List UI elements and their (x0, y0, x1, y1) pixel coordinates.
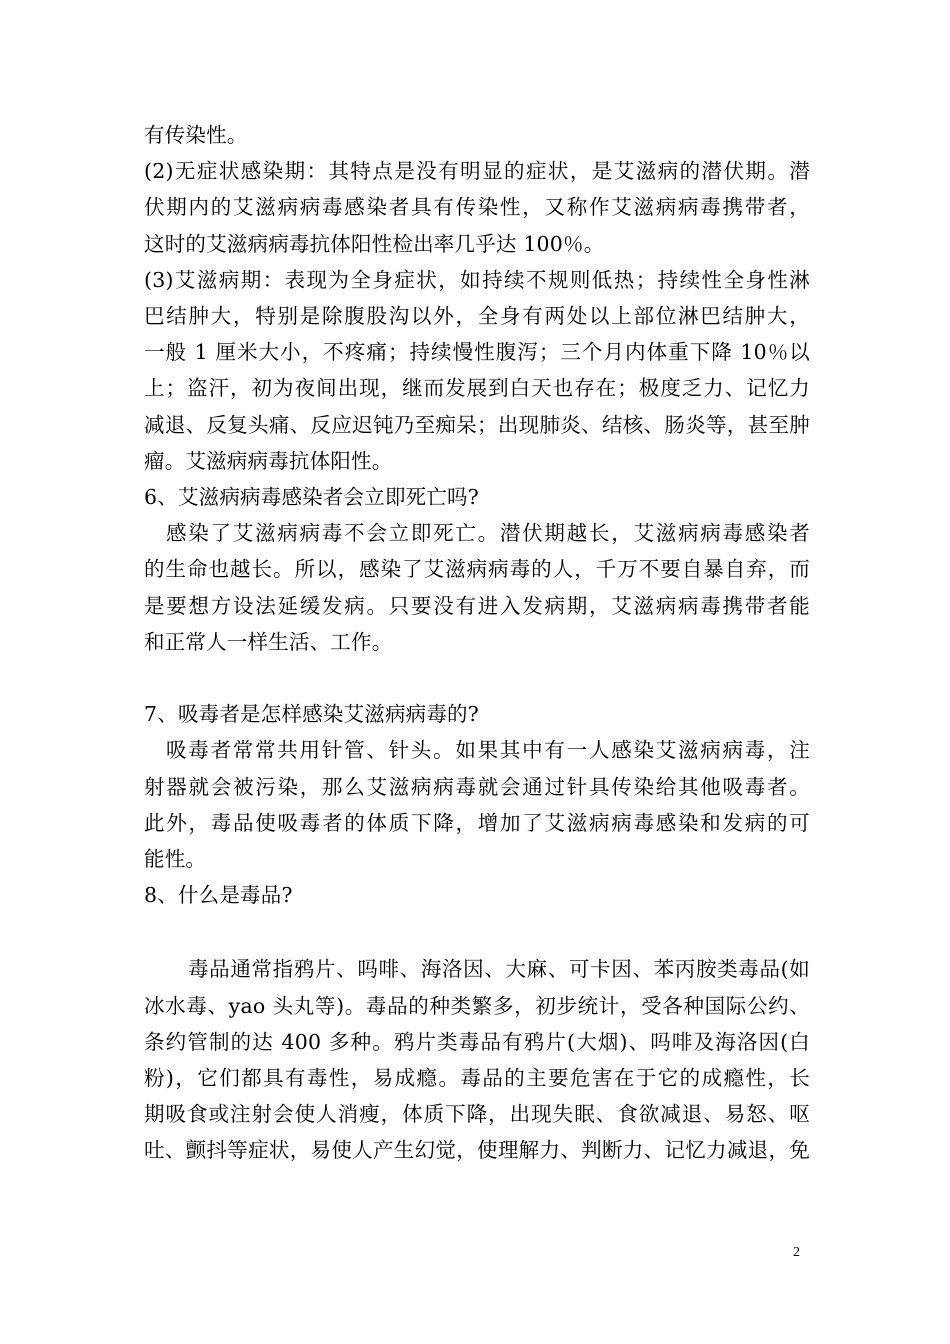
text-line: 这时的艾滋病病毒抗体阳性检出率几乎达 100％。 (144, 231, 605, 256)
text-line: 毒品通常指鸦片、吗啡、海洛因、大麻、可卡因、苯丙胺类毒品(如 (188, 957, 810, 982)
text-line: 冰水毒、yao 头丸等)。毒品的种类繁多，初步统计，受各种国际公约、 (144, 993, 810, 1018)
text-line: 和正常人一样生活、工作。 (144, 629, 393, 654)
section-heading: 7、吸毒者是怎样感染艾滋病病毒的? (144, 702, 479, 727)
text-line: 条约管制的达 400 多种。鸦片类毒品有鸦片(大烟)、吗啡及海洛因(白 (144, 1029, 810, 1054)
section-heading: 6、艾滋病病毒感染者会立即死亡吗? (144, 485, 479, 510)
text-line: 瘤。艾滋病病毒抗体阳性。 (144, 448, 393, 473)
text-line: 吐、颤抖等症状，易使人产生幻觉，使理解力、判断力、记忆力减退，免 (144, 1138, 810, 1163)
text-line: 感染了艾滋病病毒不会立即死亡。潜伏期越长，艾滋病病毒感染者 (166, 521, 810, 546)
text-line: 吸毒者常常共用针管、针头。如果其中有一人感染艾滋病病毒，注 (166, 738, 810, 763)
text-line: 上；盗汗，初为夜间出现，继而发展到白天也存在；极度乏力、记忆力 (144, 376, 810, 401)
text-line: (2)无症状感染期：其特点是没有明显的症状，是艾滋病的潜伏期。潜 (144, 159, 810, 184)
page-number: 2 (793, 1245, 800, 1260)
text-line: 期吸食或注射会使人消瘦，体质下降，出现失眠、食欲减退、易怒、呕 (144, 1102, 810, 1127)
text-line: 射器就会被污染，那么艾滋病病毒就会通过针具传染给其他吸毒者。 (144, 774, 810, 799)
text-line: 巴结肿大，特别是除腹股沟以外，全身有两处以上部位淋巴结肿大， (144, 304, 810, 329)
blank-line (144, 913, 810, 951)
text-line: 粉)，它们都具有毒性，易成瘾。毒品的主要危害在于它的成瘾性，长 (144, 1066, 810, 1091)
text-line: (3)艾滋病期：表现为全身症状，如持续不规则低热；持续性全身性淋 (144, 267, 810, 292)
document-body (144, 117, 810, 1169)
text-line: 伏期内的艾滋病病毒感染者具有传染性，又称作艾滋病病毒携带者， (144, 195, 810, 220)
text-line: 此外，毒品使吸毒者的体质下降，增加了艾滋病病毒感染和发病的可 (144, 810, 810, 835)
blank-line (144, 660, 810, 696)
text-line: 是要想方设法延缓发病。只要没有进入发病期，艾滋病病毒携带者能 (144, 593, 810, 618)
section-heading: 8、什么是毒品? (144, 883, 293, 908)
text-line: 的生命也越长。所以，感染了艾滋病病毒的人，千万不要自暴自弃，而 (144, 557, 810, 582)
text-line: 能性。 (144, 847, 207, 872)
text-line: 有传染性。 (144, 123, 248, 147)
text-line: 减退、反复头痛、反应迟钝乃至痴呆；出现肺炎、结核、肠炎等，甚至肿 (144, 412, 810, 437)
text-line: 一般 1 厘米大小，不疼痛；持续慢性腹泻；三个月内体重下降 10％以 (144, 340, 810, 365)
